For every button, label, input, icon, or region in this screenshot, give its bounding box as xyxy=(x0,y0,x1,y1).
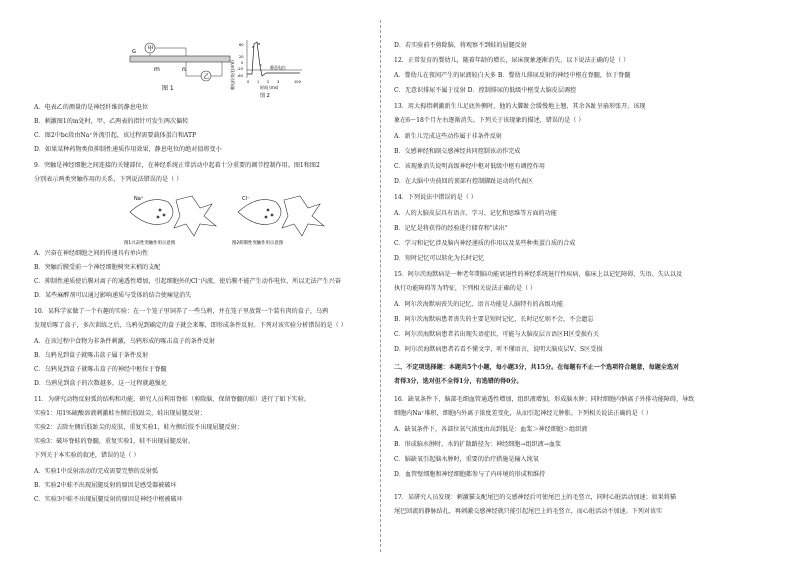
q8-figure-2 xyxy=(230,36,310,100)
ytick: 60 xyxy=(239,43,244,47)
q15-option-a: A．阿尔茨海默病丧失的记忆、语言功能是人脑特有的高级功能 xyxy=(394,301,563,308)
q12-options-ab: A．婴幼儿在夜间产生的尿液较白天多 B．婴幼儿排尿反射的神经中枢在脊髓，位于脊髓 xyxy=(394,72,631,79)
section-2-heading-line2: 者得3分，选对但不全得1分，有选错的得0分。 xyxy=(394,378,523,385)
fig2-xlabel: 时间 (ms) xyxy=(260,85,279,90)
q9-option-b: B．突触后膜受前一个神经细胞树突末梢的支配 xyxy=(34,264,161,271)
ytick: 20 xyxy=(239,55,244,59)
q9-option-c: C．抑制性递质使后膜对离子的通透性增加，引起细胞外的Cl⁻内流，使后膜不能产生动作电位，所以无法产生兴奋 xyxy=(34,278,341,285)
q16-stem-line1: 16．缺氧条件下，脑部毛细血管通透性增加，组织液增加，形成脑水肿；同时细胞内钠离子外排功能障碍，导致 xyxy=(394,396,695,403)
q14-option-c: C．学习和记忆涉及脑内神经递质的作用以及某些种类蛋白质的合成 xyxy=(394,240,576,247)
q11-option-c: C．实验3中蛙不出现屈腿反射的原因是神经中枢被破坏 xyxy=(34,496,183,503)
q13-stem-line2: 象在6～18个月左右逐渐消失。下列关于该现象的描述，错误的是（ ） xyxy=(394,117,585,124)
q17-stem-line1: 17．某研究人员发现：刺激猫支配尾巴的交感神经后可使尾巴上的毛竖立，同时心脏活动加速；如果将猫 xyxy=(394,494,676,501)
q15-stem-line2: 执行功能障碍等为特征，下列相关说法正确的是（ ） xyxy=(394,285,537,292)
ytick: 0 xyxy=(241,61,244,65)
q9-fig1-caption: 图1兴奋性突触作用示意图 xyxy=(124,241,176,246)
nerve-fiber-shape xyxy=(130,56,230,62)
curve-label: 静息电位 xyxy=(270,65,286,70)
inhibitory-synapse-diagram xyxy=(232,196,324,246)
q13-option-c: C．该现象消失说明高级神经中枢对低级中枢有调控作用 xyxy=(394,163,545,170)
q11-experiment-1: 实验1：用1%硫酸溶液刺激蛙左侧后肢趾尖，蛙出现屈腿反射； xyxy=(34,410,206,417)
q12-options-cd: C．无意识排尿不属于反射 D．控制排尿的低级中枢受大脑皮层调控 xyxy=(394,87,577,94)
membrane-potential-curve xyxy=(247,42,300,76)
q11-experiment-3: 实验3：破坏脊蛙的脊髓，重复实验1，蛙不出现屈腿反射。 xyxy=(34,438,195,445)
q8-option-a: A．电表乙的测量的是神经纤维的静息电位 xyxy=(34,104,149,111)
q10-option-a: A．在该过程中食物为非条件刺激，乌鸦形成的啄击盒子的条件反射 xyxy=(34,338,216,345)
q9-synapse-figures xyxy=(120,190,330,248)
section-2-heading-line1: 二、不定项选择题：本题共5个小题，每小题3分，共15分。在每题有不止一个选项符合题意，每题全选对 xyxy=(394,364,680,371)
q12-stem: 12．正常发育的婴幼儿，随着年龄的增长，尿床现象逐渐消失，以下说法正确的是（ ） xyxy=(394,57,630,64)
q10-option-d: D．乌鸦见到盒子的次数越多，这一过程就越强化 xyxy=(34,380,167,387)
meter-b-label: 乙 xyxy=(203,73,210,81)
xtick: 1 xyxy=(257,80,260,84)
fig2-label: 图 2 xyxy=(260,93,270,99)
q11-stem: 11．为研究动物反射弧的结构和功能，研究人员利用脊蛙（剪除脑、保留脊髓的蛙）进行了如下实验。 xyxy=(34,396,310,403)
meter-a-label: 甲 xyxy=(147,45,154,53)
point-b: b xyxy=(258,42,261,46)
q10-stem-line2: 发现后啄了盒子，多次训练之后，乌鸦见到确定的盒子就会来啄，即形成条件反射。下列对该实验分析错误的是（ ） xyxy=(34,322,347,329)
cl-ion-label: Cl⁻ xyxy=(242,196,250,202)
q9-option-a: A．兴奋在神经细胞之间的传递具有单向性 xyxy=(34,250,149,257)
excitatory-synapse-diagram xyxy=(124,196,216,246)
q9-fig2-caption: 图2抑制性突触作用示意图 xyxy=(232,241,284,246)
q11-option-d: D．若实验前不剪除脑，将观察不到蛙的屈腿反射 xyxy=(394,42,527,49)
q14-option-d: D．短时记忆可以转化为长时记忆 xyxy=(394,255,485,262)
point-c: c xyxy=(260,63,262,67)
q15-option-c: C．阿尔茨海默病患者若出现失语症状，可能与大脑皮层言语区H区受损有关 xyxy=(394,331,599,338)
xtick: 3 xyxy=(277,80,280,84)
q14-option-a: A．人的大脑皮层具有语言、学习、记忆和思维等方面的功能 xyxy=(394,210,557,217)
ytick: -60 xyxy=(237,74,243,78)
q10-option-b: B．乌鸦见到盒子就啄击盒子属于条件反射 xyxy=(34,352,149,359)
xtick: 0 xyxy=(247,80,250,84)
q15-option-d: D．阿尔茨海默病患者若看不懂文字，听不懂语言，说明大脑皮层V、S区受损 xyxy=(394,346,603,353)
q16-option-d: D．血管壁细胞和神经细胞都参与了内环境的形成和维持 xyxy=(394,471,546,478)
q10-stem-line1: 10．某科学家做了一个有趣的实验：在一个笼子里饲养了一些乌鸦，并在笼子里放置一个装有肉的盒子，乌鸦 xyxy=(34,308,329,315)
q8-option-c: C．图2中bc段由Na⁺外流引起，该过程需要载体蛋白和ATP xyxy=(34,132,197,139)
q11-option-b: B．实验2中蛙不出现屈腿反射的原因是感受器被破坏 xyxy=(34,482,177,489)
xtick: 2 xyxy=(267,80,270,84)
point-a: a xyxy=(252,45,255,49)
q16-option-a: A．缺氧条件下，各部位氧气浓度由高到低是：血浆＞神经细胞＞组织液 xyxy=(394,426,588,433)
q8-figure-1 xyxy=(126,40,236,92)
q16-stem-line2: 细胞内Na⁺堆积，细胞内外离子浓度差变化，从而引起神经元肿胀。下列相关说法正确的是（ ） xyxy=(394,410,652,417)
q13-option-d: D．在大脑中央前回的顶部有控制脚趾运动的代表区 xyxy=(394,178,533,185)
xtick: 100 xyxy=(294,80,301,84)
gauge-label: G xyxy=(132,49,136,55)
q8-option-b: B．刺激图1的m处时，甲、乙两表的指针可发生两次偏转 xyxy=(34,118,189,125)
q8-option-d: D．如果某种药物类似抑制性递质作用效果，静息电位的绝对值将变小 xyxy=(34,146,222,153)
q9-stem-line1: 9．突触是神经细胞之间连接的关键部位，在神经系统正常活动中起着十分重要的调节控制作用。图1和图2 xyxy=(34,162,320,169)
q15-stem-line1: 15．阿尔茨海默病是一种老年期脑功能衰退性的神经系统退行性疾病，临床上以记忆障碍、失语、失认以及 xyxy=(394,271,683,278)
q11-ask: 下列关于本实验的叙述，错误的是（ ） xyxy=(34,452,140,459)
na-ion-label: Na⁺ xyxy=(134,196,144,202)
fig1-label: 图 1 xyxy=(162,85,174,92)
q11-experiment-2: 实验2：去除左侧后肢趾尖的皮肤，重复实验1，蛙左侧后肢不出现屈腿反射； xyxy=(34,424,243,431)
column-divider xyxy=(380,20,381,552)
point-n-label: n xyxy=(182,66,186,73)
q13-option-b: B．交感神经和副交感神经共同控制该动作完成 xyxy=(394,148,521,155)
q9-stem-line2: 分别表示两类突触作用的关系，下列说法错误的是（ ） xyxy=(34,176,183,183)
q13-stem-line1: 13．用大拇指刺激新生儿足底外侧时，他的大脚趾会缓慢地上翘，其余各趾呈扇形张开。该现 xyxy=(394,103,646,110)
fig2-ylabel: 膜电位变化(mV) xyxy=(230,60,235,90)
q15-option-b: B．阿尔茨海默病患者丧失的主要是短时记忆，长时记忆则不会，不会遗忘 xyxy=(394,316,594,323)
q9-option-d: D．某些麻醉剂可以通过影响递质与受体的结合使痛觉消失 xyxy=(34,292,192,299)
q16-option-c: C．脑缺氧引起脑水肿时，重要的治疗措施是输入纯氧 xyxy=(394,456,539,463)
q16-option-b: B．形成脑水肿时，水的扩散路径为：神经细胞→组织液→血浆 xyxy=(394,441,562,448)
q11-option-a: A．实验1中反射活动的完成需要完整的反射弧 xyxy=(34,468,159,475)
q17-stem-line2: 尾巴回流的静脉结扎，再刺激交感神经就只能引起尾巴上的毛竖立，而心脏活动不加速。下列对该实 xyxy=(394,508,663,515)
q13-option-a: A．新生儿完成这些动作属于非条件反射 xyxy=(394,133,502,140)
q14-option-b: B．记忆是将获得的经验进行储存和"读出" xyxy=(394,225,508,232)
point-m-label: m xyxy=(154,66,160,73)
ytick: -20 xyxy=(237,67,243,71)
q14-stem: 14．下列说法中错误的是（ ） xyxy=(394,194,477,201)
q10-option-c: C．乌鸦见到盒子就啄击盒子的神经中枢位于脊髓 xyxy=(34,366,167,373)
